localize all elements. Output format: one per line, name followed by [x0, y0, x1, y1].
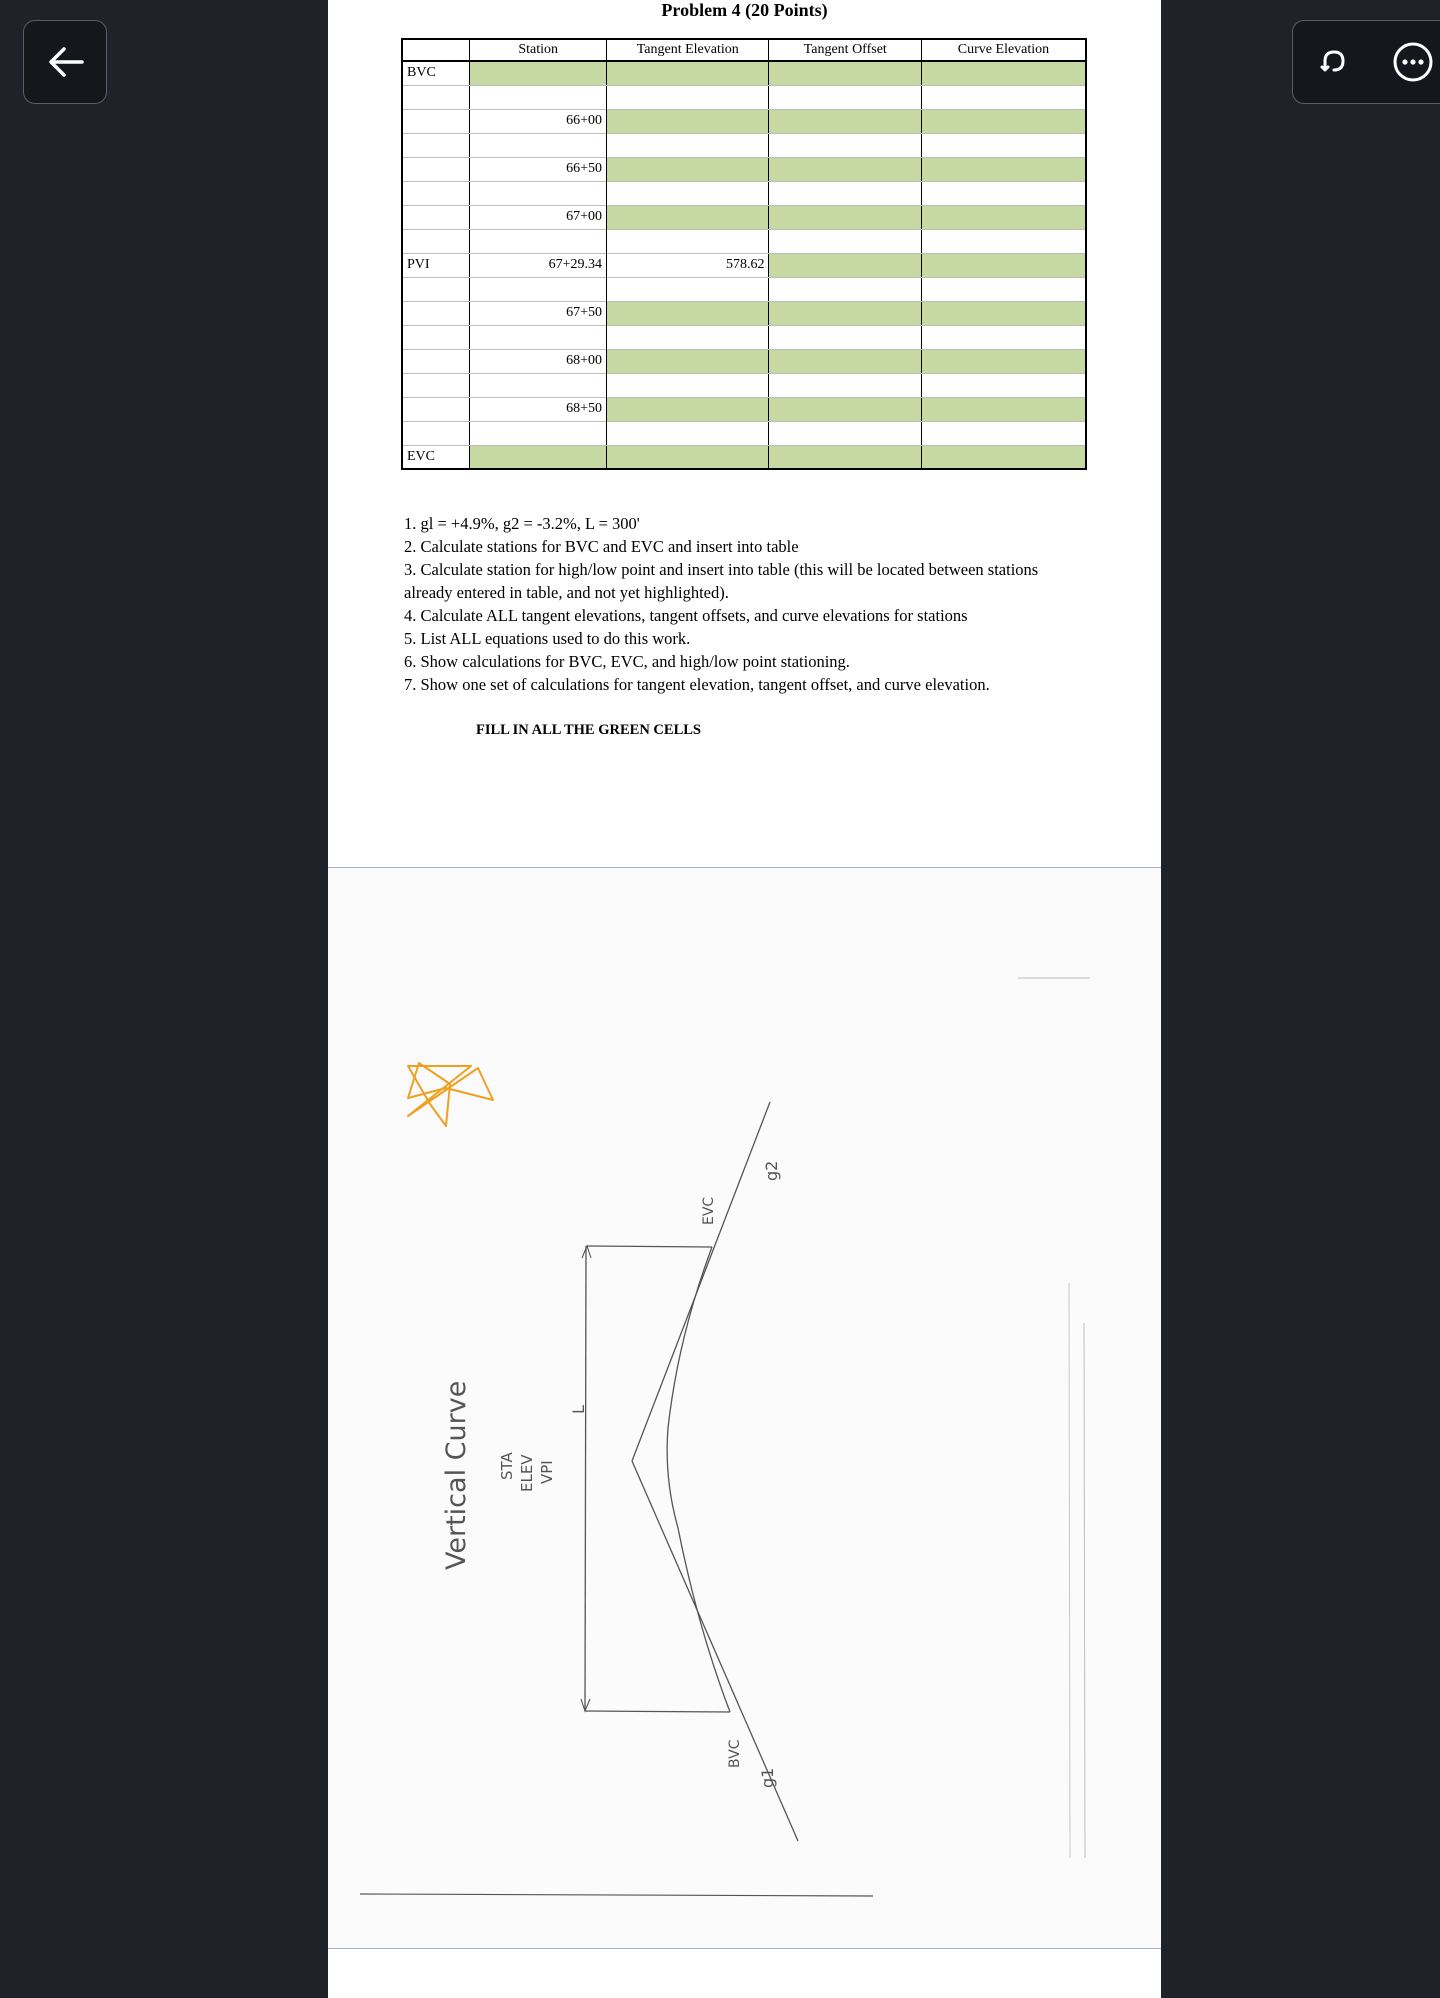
station-cell[interactable]: 66+50: [470, 157, 607, 181]
tangent-elevation-cell[interactable]: [607, 181, 769, 205]
curve-elevation-cell[interactable]: [921, 277, 1086, 301]
instruction-item: 3. Calculate station for high/low point and insert into table (this will be located between stations already entered in table, and not yet highlighted).: [404, 560, 1039, 602]
station-cell[interactable]: [470, 133, 607, 157]
instruction-item: 6. Show calculations for BVC, EVC, and high/low point stationing.: [404, 652, 850, 671]
tangent-offset-cell[interactable]: [769, 397, 922, 421]
instructions-list: [404, 512, 1084, 696]
tangent-offset-cell[interactable]: [769, 421, 922, 445]
tangent-elevation-cell[interactable]: [607, 157, 769, 181]
station-cell[interactable]: 66+00: [470, 109, 607, 133]
station-cell[interactable]: 68+00: [470, 349, 607, 373]
header-tangent-offset: Tangent Offset: [769, 39, 922, 61]
more-horizontal-icon[interactable]: [1385, 33, 1440, 93]
tangent-offset-cell[interactable]: [769, 61, 922, 85]
back-button[interactable]: [23, 20, 107, 104]
table-row: [402, 61, 1086, 85]
instruction-item: 2. Calculate stations for BVC and EVC and insert into table: [404, 537, 799, 556]
row-label: [402, 229, 470, 253]
document-page[interactable]: [328, 0, 1161, 1998]
sketch-label-vpi: VPI: [538, 1460, 556, 1484]
toolbar-right: [1292, 20, 1440, 104]
tangent-offset-cell[interactable]: [769, 157, 922, 181]
table-header-row: [402, 39, 1086, 61]
curve-elevation-cell[interactable]: [921, 445, 1086, 469]
fill-note: FILL IN ALL THE GREEN CELLS: [476, 722, 701, 738]
scanned-sketch: [328, 867, 1161, 1949]
row-label: [402, 325, 470, 349]
table-row: [402, 349, 1086, 373]
tangent-elevation-cell[interactable]: [607, 301, 769, 325]
instruction-item: 5. List ALL equations used to do this work.: [404, 629, 691, 648]
curve-elevation-cell[interactable]: [921, 229, 1086, 253]
station-cell[interactable]: [470, 325, 607, 349]
tangent-elevation-cell[interactable]: [607, 277, 769, 301]
curve-elevation-cell[interactable]: [921, 373, 1086, 397]
table-row: [402, 205, 1086, 229]
tangent-elevation-cell[interactable]: [607, 61, 769, 85]
row-label: [402, 181, 470, 205]
row-label: [402, 277, 470, 301]
table-row: [402, 109, 1086, 133]
table-row: [402, 85, 1086, 109]
header-station: Station: [470, 39, 607, 61]
station-cell[interactable]: 67+00: [470, 205, 607, 229]
row-label: BVC: [402, 61, 470, 85]
sketch-label-g2: g2: [762, 1160, 781, 1181]
table-row: [402, 421, 1086, 445]
instruction-item: 1. gl = +4.9%, g2 = -3.2%, L = 300': [404, 514, 640, 533]
row-label: [402, 157, 470, 181]
sketch-label-sta: STA: [498, 1452, 516, 1480]
sketch-label-elev: ELEV: [518, 1454, 536, 1492]
tangent-offset-cell[interactable]: [769, 373, 922, 397]
curve-elevation-cell[interactable]: [921, 61, 1086, 85]
curve-elevation-cell[interactable]: [921, 325, 1086, 349]
vertical-curve-sketch: [328, 868, 1161, 1948]
tangent-elevation-cell[interactable]: [607, 421, 769, 445]
station-cell[interactable]: 67+29.34: [470, 253, 607, 277]
curve-elevation-cell[interactable]: [921, 349, 1086, 373]
station-cell[interactable]: [470, 421, 607, 445]
curve-elevation-cell[interactable]: [921, 301, 1086, 325]
problem-table: [401, 38, 1087, 470]
tangent-elevation-cell[interactable]: [607, 109, 769, 133]
row-label: EVC: [402, 445, 470, 469]
instruction-item: 7. Show one set of calculations for tangent elevation, tangent offset, and curve elevation.: [404, 675, 990, 694]
curve-elevation-cell[interactable]: [921, 109, 1086, 133]
curve-elevation-cell[interactable]: [921, 397, 1086, 421]
row-label: [402, 373, 470, 397]
row-label: [402, 349, 470, 373]
curve-elevation-cell[interactable]: [921, 85, 1086, 109]
station-cell[interactable]: 68+50: [470, 397, 607, 421]
station-cell[interactable]: [470, 61, 607, 85]
curve-elevation-cell[interactable]: [921, 253, 1086, 277]
table-row: [402, 133, 1086, 157]
station-cell[interactable]: [470, 229, 607, 253]
tangent-elevation-cell[interactable]: [607, 349, 769, 373]
row-label: [402, 133, 470, 157]
station-cell[interactable]: [470, 181, 607, 205]
tangent-offset-cell[interactable]: [769, 349, 922, 373]
undo-icon[interactable]: [1293, 21, 1373, 101]
curve-elevation-cell[interactable]: [921, 421, 1086, 445]
tangent-elevation-cell[interactable]: [607, 325, 769, 349]
header-tangent-elevation: Tangent Elevation: [607, 39, 769, 61]
tangent-elevation-cell[interactable]: 578.62: [607, 253, 769, 277]
tangent-elevation-cell[interactable]: [607, 133, 769, 157]
tangent-offset-cell[interactable]: [769, 205, 922, 229]
table-row: [402, 229, 1086, 253]
row-label: [402, 109, 470, 133]
star-icon: [408, 1063, 493, 1126]
arrow-left-icon: [24, 21, 108, 105]
sketch-label-bvc: BVC: [727, 1739, 743, 1768]
row-label: [402, 205, 470, 229]
table-row: [402, 325, 1086, 349]
tangent-elevation-cell[interactable]: [607, 445, 769, 469]
tangent-offset-cell[interactable]: [769, 325, 922, 349]
station-cell[interactable]: 67+50: [470, 301, 607, 325]
header-curve-elevation: Curve Elevation: [921, 39, 1086, 61]
sketch-title: Vertical Curve: [441, 1380, 472, 1570]
table-row: [402, 181, 1086, 205]
sketch-label-evc: EVC: [701, 1196, 717, 1225]
station-cell[interactable]: [470, 277, 607, 301]
table-row: [402, 277, 1086, 301]
table-row: [402, 253, 1086, 277]
tangent-offset-cell[interactable]: [769, 301, 922, 325]
station-cell[interactable]: [470, 373, 607, 397]
row-label: [402, 301, 470, 325]
problem-title: Problem 4 (20 Points): [661, 0, 828, 20]
curve-elevation-cell[interactable]: [921, 205, 1086, 229]
row-label: [402, 397, 470, 421]
tangent-elevation-cell[interactable]: [607, 85, 769, 109]
row-label: [402, 85, 470, 109]
tangent-elevation-cell[interactable]: [607, 373, 769, 397]
tangent-elevation-cell[interactable]: [607, 205, 769, 229]
station-cell[interactable]: [470, 85, 607, 109]
tangent-offset-cell[interactable]: [769, 229, 922, 253]
table-row: [402, 157, 1086, 181]
row-label: PVI: [402, 253, 470, 277]
tangent-offset-cell[interactable]: [769, 109, 922, 133]
curve-elevation-cell[interactable]: [921, 181, 1086, 205]
tangent-offset-cell[interactable]: [769, 253, 922, 277]
tangent-offset-cell[interactable]: [769, 181, 922, 205]
instruction-item: 4. Calculate ALL tangent elevations, tangent offsets, and curve elevations for stations: [404, 606, 968, 625]
curve-elevation-cell[interactable]: [921, 133, 1086, 157]
sketch-label-length: L: [569, 1405, 588, 1414]
tangent-offset-cell[interactable]: [769, 445, 922, 469]
table-row: [402, 373, 1086, 397]
tangent-elevation-cell[interactable]: [607, 229, 769, 253]
tangent-offset-cell[interactable]: [769, 277, 922, 301]
table-row: [402, 397, 1086, 421]
header-blank: [402, 39, 470, 61]
tangent-offset-cell[interactable]: [769, 133, 922, 157]
curve-elevation-cell[interactable]: [921, 157, 1086, 181]
sketch-label-g1: g1: [758, 1767, 777, 1788]
tangent-elevation-cell[interactable]: [607, 397, 769, 421]
table-row: [402, 445, 1086, 469]
row-label: [402, 421, 470, 445]
table-row: [402, 301, 1086, 325]
tangent-offset-cell[interactable]: [769, 85, 922, 109]
station-cell[interactable]: [470, 445, 607, 469]
